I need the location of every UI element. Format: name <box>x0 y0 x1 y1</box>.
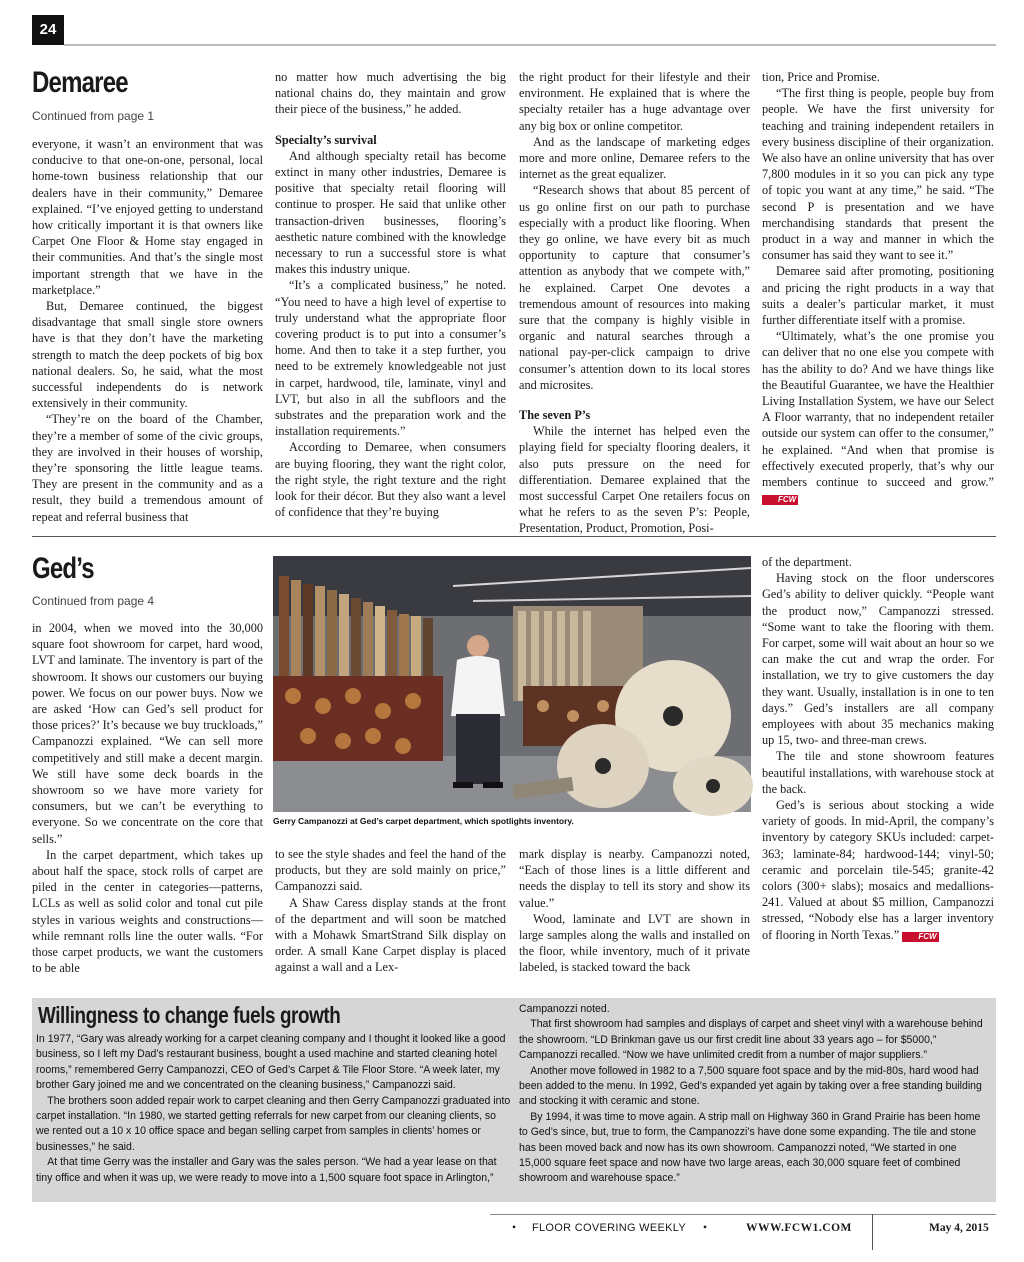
article2-column-1 <box>32 620 263 980</box>
continued-from-label: Continued from page 1 <box>32 109 155 123</box>
paragraph: the right product for their lifestyle and their environment. He explained that is where the specialty retailer has a huge advantage over any big box or online competitor. <box>519 70 750 133</box>
sidebar-title: Willingness to change fuels growth <box>38 1002 341 1028</box>
warehouse-photo <box>273 556 751 812</box>
paragraph-text: Ged’s is serious about stocking a wide variety of goods. In mid-April, the company’s inventory by category SKUs included: carpet-363; laminate-84; hardwood-144; vinyl-50; ceramic and porcelain tile-545; granite-42 colors (300+ slabs); mosaics and medallions-241. Valued at about $5 million, Campanozzi stressed, “Nobody else has a larger inventory of flooring in North Texas.” <box>762 798 994 942</box>
paragraph-text: “Ultimately, what’s the one promise you can deliver that no one else you compete with has the ability to do? And we have things like the Beautiful Guarantee, we have the Healthier Living Installation System, we have our Select A Floor warranty, that no independent retailer outside our system can offer to the consumer,” he explained. “And when that promise is effectively executed properly, that’s why our members continue to succeed and grow.” <box>762 329 994 490</box>
paragraph: Another move followed in 1982 to a 7,500 square foot space and by the mid-80s, hard wood had been added to the menu. In 1992, Ged’s expanded yet again by taking over a free standing building and stocking it with ceramic and stone. <box>519 1064 982 1108</box>
paragraph: mark display is nearby. Campanozzi noted, “Each of those lines is a little different and needs the display to tell its story and show its value.” <box>519 847 750 910</box>
article-headline-demaree: Demaree <box>32 66 128 99</box>
subhead-specialty-survival: Specialty’s survival <box>275 132 377 147</box>
footer-date: May 4, 2015 <box>929 1222 989 1234</box>
paragraph: The tile and stone showroom features beautiful installations, with warehouse stock at the back. <box>762 749 994 796</box>
footer-url[interactable]: WWW.FCW1.COM <box>746 1222 852 1234</box>
continued-from-label: Continued from page 4 <box>32 594 155 608</box>
paragraph: Demaree said after promoting, positioning and pricing the right products in a way that suits a dealer’s particular market, it must further differentiate itself with a promise. <box>762 264 994 328</box>
paragraph: “The first thing is people, people buy from people. We have the first university for teaching and training independent retailers in every business discipline of their organization. We also have an online university that has over 7,800 modules in it so you can pick any type of topic you want at any time,” he said. “The second P is presentation and we have merchandising standards that present the product in a way and manner in which the consumer has said they want to see it.” <box>762 86 994 263</box>
photo-caption: Gerry Campanozzi at Ged’s carpet department, which spotlights inventory. <box>273 816 574 826</box>
footer-divider <box>872 1214 873 1250</box>
paragraph: While the internet has helped even the playing field for specialty flooring dealers, it also puts pressure on the need for differentiation. Demaree explained that the most successful Carpet One retailers focus on what he refers to as the seven P’s: People, Presentation, Product, Promotion, Posi- <box>519 424 750 536</box>
paragraph: of the department. <box>762 555 852 569</box>
paragraph: “They’re on the board of the Chamber, they’re a member of some of the civic groups, they are involved in their houses of worship, they’re sponsoring the little league teams. They are present in the community and as a result, they build a tremendous amount of repeat and referral business that <box>32 412 263 524</box>
paragraph: no matter how much advertising the big national chains do, they maintain and grow their piece of the business,” he added. <box>275 70 506 117</box>
page-number: 24 <box>32 15 64 45</box>
subhead-seven-ps: The seven P’s <box>519 408 591 423</box>
article1-column-1 <box>32 136 263 528</box>
paragraph: to see the style shades and feel the hand of the products, but they are sold mainly on price,” Campanozzi said. <box>275 847 506 894</box>
sidebar-left-column <box>36 1032 511 1186</box>
article2-column-4 <box>762 554 994 980</box>
paragraph: “It’s a complicated business,” he noted. “You need to have a high level of expertise to truly understand what the appropriate floor covering product is to put into a consumer’s home. And then to take it a step further, you need to be extremely knowledgeable not just in carpet, hardwood, tile, laminate, vinyl and LVT, but also in all the subfloors and the substrates and the preparation work and the installation requirements.” <box>275 278 506 439</box>
paragraph <box>762 797 994 943</box>
sidebar-box <box>32 998 996 1202</box>
paragraph: everyone, it wasn’t an environment that was conducive to that one-on-one, personal, local home-town business relationship that our dealers have in their community,” Demaree explained. “I’ve enjoyed getting to understand how critically important it is that owners like Carpet One Floor & Home stay engaged in their communities. And that’s the single most important strength that we have in the marketplace.” <box>32 137 263 297</box>
carpet-warehouse-image <box>273 556 751 812</box>
footer-publication: FLOOR COVERING WEEKLY <box>532 1222 687 1234</box>
article2-column-3 <box>519 846 750 980</box>
paragraph: Campanozzi noted. <box>519 1003 610 1015</box>
paragraph: And as the landscape of marketing edges more and more online, Demaree refers to the internet as the great equalizer. <box>519 134 750 182</box>
article2-column-2 <box>275 846 506 980</box>
paragraph: In the carpet department, which takes up about half the space, stock rolls of carpet are piled in the center in categories—patterns, LCLs as well as solid color and tonal cut pile styles in various weights and constructions—while remnant rolls line the outer walls. “For those carpet products, we want the customers to be able <box>32 847 263 976</box>
paragraph: By 1994, it was time to move again. A strip mall on Highway 360 in Grand Prairie has been home to Ged’s since, but, true to form, the Campanozzi’s have done some expanding. The tile and stone has been moved back and now has its own showroom. Campanozzi noted, “We started in one 15,000 square feet space and now have two large areas, each 30,000 square feet of combined showroom and warehouse space.” <box>519 1110 981 1185</box>
paragraph: In 1977, “Gary was already working for a carpet cleaning company and I thought it looked like a good business, so I left my Dad’s restaurant business, bought a used machine and started cleaning hotel rooms,” remembered Gerry Campanozzi, CEO of Ged’s Carpet & Tile Floor Store. “A week later, my brother Gary joined me and we concentrated on the cleaning business,” Campanozzi said. <box>36 1033 506 1092</box>
fcw-end-mark: FCW <box>762 495 798 505</box>
paragraph: Wood, laminate and LVT are shown in large samples along the walls and installed on the floor, while inventory, much of it private labeled, is stacked toward the back <box>519 911 750 975</box>
paragraph: “Research shows that about 85 percent of us go online first on our path to purchase especially with a product like flooring. When they go online, we have every bit as much opportunity to capture that consumer’s attention as anybody that we compete with,” he explained. Carpet One devotes a tremendous amount of resources into making sure that the company is highly visible in organic and natural searches through a national pay-per-click campaign to drive consumer’s attention down to its local stores and microsites. <box>519 183 750 392</box>
paragraph: That first showroom had samples and displays of carpet and sheet vinyl with a warehouse behind the showroom. “LD Brinkman gave us our first credit line about 33 years ago – for $5000,” Campanozzi recalled. “Now we have unlimited credit from a number of major suppliers.” <box>519 1018 983 1062</box>
top-rule <box>64 44 996 46</box>
paragraph: A Shaw Caress display stands at the front of the department and will soon be matched with a Mohawk SmartStrand Silk display on order. A small Kane Carpet display is placed against a wall and a Lex- <box>275 895 506 975</box>
paragraph <box>762 328 994 506</box>
paragraph: At that time Gerry was the installer and Gary was the sales person. “We had a year lease on that tiny office and when it was up, we were ready to move into a 1,500 square foot space in Arlington,” <box>36 1156 497 1184</box>
article1-column-2 <box>275 69 506 528</box>
paragraph: And although specialty retail has become extinct in many other industries, Demaree is positive that specialty retail flooring will continue to prosper. He said that unlike other transaction-driven businesses, flooring’s aesthetic nature combined with the knowledge necessary to run a successful store is what makes this industry unique. <box>275 148 506 277</box>
paragraph: tion, Price and Promise. <box>762 70 880 84</box>
article1-column-4 <box>762 69 994 528</box>
article-headline-geds: Ged’s <box>32 552 94 585</box>
paragraph: But, Demaree continued, the biggest disadvantage that small single store owners have is that they don’t have the marketing strength to match the deep pockets of big box national dealers. So, he said, what the most successful independents do is network extensively in their community. <box>32 299 263 411</box>
article1-column-3 <box>519 69 750 536</box>
sidebar-right-column <box>519 1002 989 1187</box>
footer-rule <box>490 1214 996 1215</box>
footer-bullet-left: • <box>512 1222 517 1234</box>
footer-bullet-right: • <box>703 1222 708 1234</box>
paragraph: According to Demaree, when consumers are buying flooring, they want the right color, the right style, the right texture and the right look for their décor. But they also want a level of confidence that they’re buying <box>275 440 506 520</box>
section-divider <box>32 536 996 537</box>
fcw-end-mark: FCW <box>902 932 938 942</box>
paragraph: The brothers soon added repair work to carpet cleaning and then Gerry Campanozzi graduated into carpet installation. “In 1980, we started getting referrals for new carpet from our cleaning clients, so we rented out a 10 x 10 office space and began selling carpet from samples in clients’ homes or businesses,” he said. <box>36 1094 511 1153</box>
paragraph: Having stock on the floor underscores Ged’s ability to deliver quickly. “People want the product now,” Campanozzi stressed. “Some want to take the flooring with them. For carpet, some will wait about an hour so we can make the cut and wrap the order. For installation, we try to give customers the day they want. Usually, installation is in one to ten days.” Ged’s installers are all company employees with about 35 mechanics making up 15, two- and three-man crews. <box>762 571 994 748</box>
paragraph: in 2004, when we moved into the 30,000 square foot showroom for carpet, hard wood, LVT and laminate. The inventory is part of the showroom. It shows our customers our buying power. We focus on our power buys. Now we are asked ‘How can Ged’s sell product for those prices?’ It’s because we buy truckloads,” Campanozzi explained. “We can sell more competitively and still make a decent margin. We still have some deck boards in the showroom so we have more variety for consumers, but we can’t be everything to everyone. So we concentrate on the core that sells.” <box>32 621 263 846</box>
